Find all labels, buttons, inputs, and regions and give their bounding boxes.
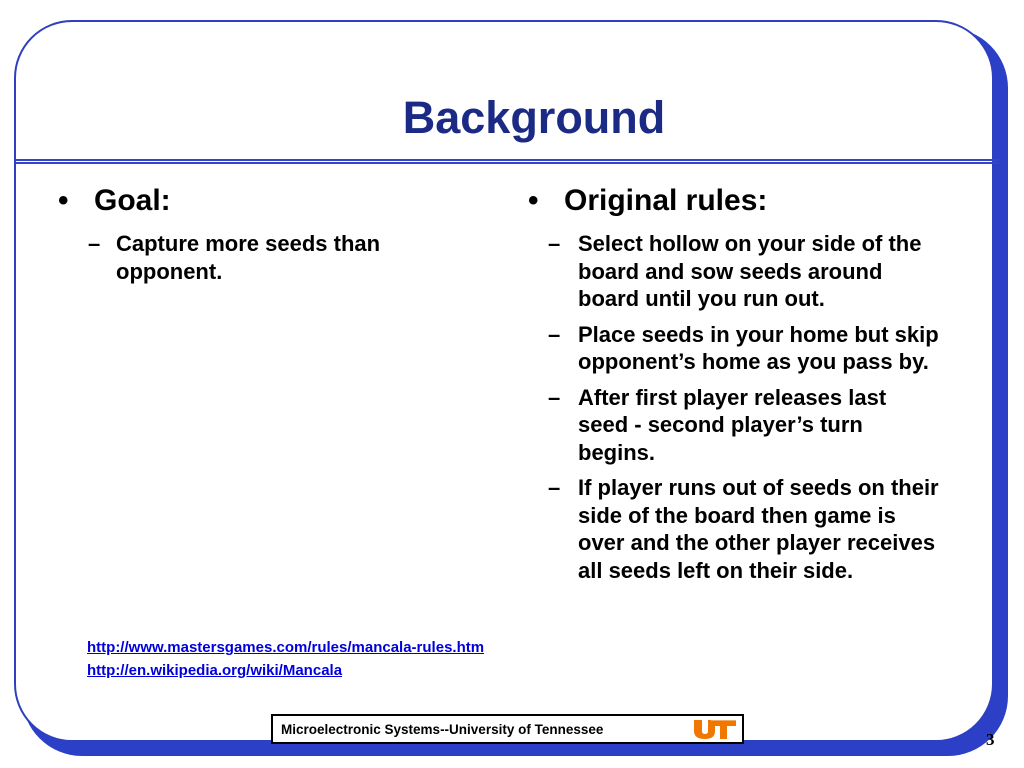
sub-item-text: Capture more seeds than opponent. bbox=[116, 231, 381, 284]
footer-text: Microelectronic Systems--University of Tennessee bbox=[281, 721, 604, 737]
sub-item-text: Place seeds in your home but skip opponent’s home as you pass by. bbox=[578, 321, 939, 374]
sub-item-text: If player runs out of seeds on their side of the board then game is over and the other player receives all seeds left on their side. bbox=[578, 475, 939, 583]
sub-item bbox=[88, 230, 478, 285]
sub-list bbox=[528, 230, 978, 584]
ut-logo-icon bbox=[691, 717, 739, 741]
link-wikipedia[interactable]: http://en.wikipedia.org/wiki/Mancala bbox=[87, 662, 343, 679]
dash-marker: – bbox=[548, 321, 561, 347]
sub-item-text: Select hollow on your side of the board and sow seeds around board until you run out. bbox=[578, 231, 922, 311]
bullet-goal bbox=[58, 182, 478, 220]
sub-list bbox=[58, 230, 478, 285]
bullet-marker: • bbox=[528, 184, 539, 217]
title-divider bbox=[16, 159, 999, 164]
bullet-marker: • bbox=[58, 184, 69, 217]
bullet-label: Original rules: bbox=[564, 184, 768, 217]
footer-box bbox=[271, 714, 744, 744]
bullet-original-rules bbox=[528, 182, 978, 220]
dash-marker: – bbox=[548, 475, 561, 500]
link-mastersgames[interactable]: http://www.mastersgames.com/rules/mancala-rules.htm bbox=[87, 639, 485, 656]
dash-marker: – bbox=[548, 231, 561, 256]
bullet-label: Goal: bbox=[94, 184, 171, 217]
sub-item bbox=[548, 321, 978, 376]
right-column bbox=[528, 182, 978, 592]
dash-marker: – bbox=[88, 231, 101, 256]
slide-title: Background bbox=[402, 92, 666, 143]
sub-item bbox=[548, 384, 978, 467]
page-number: 3 bbox=[986, 730, 995, 749]
sub-item-text: After first player releases last seed - second player’s turn begins. bbox=[578, 384, 887, 465]
dash-marker: – bbox=[548, 384, 561, 410]
left-column bbox=[58, 182, 478, 293]
reference-links bbox=[87, 636, 484, 682]
sub-item bbox=[548, 474, 978, 584]
sub-item bbox=[548, 230, 978, 313]
